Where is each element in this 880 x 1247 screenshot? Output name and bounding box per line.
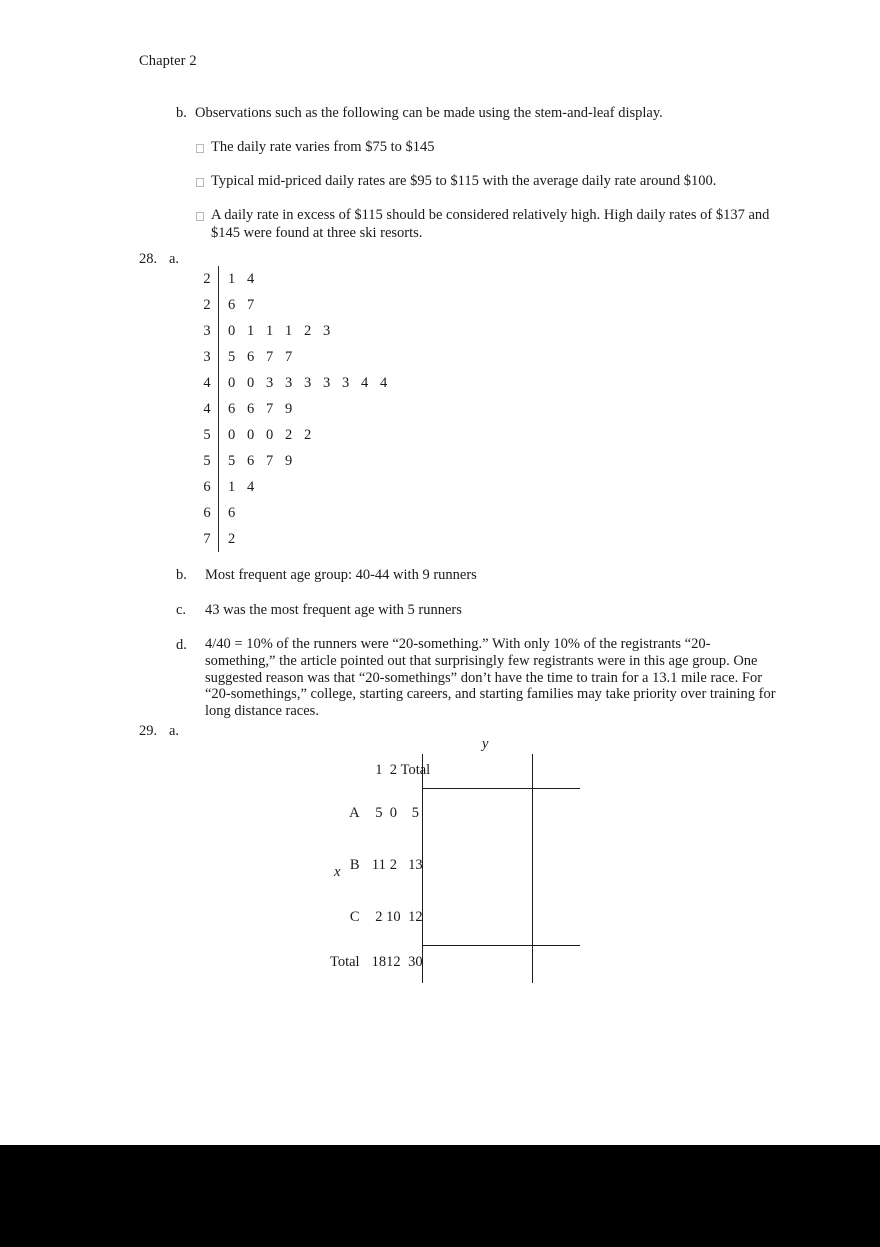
crosstab-row-label: A [349, 804, 360, 821]
stem-value: 3 [203, 348, 211, 365]
crosstab-row-label: B [349, 856, 360, 873]
stem-value: 2 [203, 270, 211, 287]
leaf-value: 1 [247, 322, 255, 339]
leaf-values [219, 422, 399, 448]
leaf-value: 7 [285, 348, 293, 365]
crosstab-cell: 13 [408, 856, 423, 873]
leaf-value: 3 [266, 374, 274, 391]
leaf-value: 6 [228, 504, 236, 521]
stem-value: 2 [203, 296, 211, 313]
crosstab-cell: 5 [375, 804, 383, 821]
stem-value: 6 [203, 504, 211, 521]
leaf-value: 6 [228, 400, 236, 417]
leaf-values [219, 526, 399, 552]
stem-leaf-row [196, 344, 399, 370]
leaf-value: 1 [266, 322, 274, 339]
stem-leaf-row [196, 526, 399, 552]
leaf-value: 3 [285, 374, 293, 391]
problem-29-part-a-marker: a. [169, 723, 180, 739]
leaf-value: 3 [342, 374, 350, 391]
crosstab-cell: 12 [408, 908, 423, 925]
stem-value: 4 [203, 374, 211, 391]
observations-intro-text: Observations such as the following can be made using the stem-and-leaf display. [195, 105, 663, 121]
crosstab-cell: 11 [371, 856, 386, 873]
crosstab-total-cell: 18 [371, 953, 387, 970]
crosstab-column-header: 1 [375, 762, 383, 778]
leaf-value: 1 [285, 322, 293, 339]
observations-bullet-list [196, 138, 796, 242]
leaf-value: 6 [247, 348, 255, 365]
crosstab-total-row-label: Total [330, 953, 360, 970]
stem-value: 7 [203, 530, 211, 547]
crosstab-total-cell: 30 [408, 953, 423, 970]
bullet-text: A daily rate in excess of $115 should be considered relatively high. High daily rates of $137 and $145 were found at three ski resorts. [211, 207, 770, 241]
leaf-values [219, 318, 399, 344]
leaf-values [219, 396, 399, 422]
leaf-value: 2 [285, 426, 293, 443]
crosstab-corner-cell [330, 754, 372, 787]
crosstab-cell: 10 [386, 908, 401, 925]
problem-number-29: 29. [139, 723, 158, 739]
table-row [330, 891, 430, 943]
leaf-value: 0 [228, 426, 236, 443]
crosstab-horizontal-rule-top [422, 788, 580, 789]
leaf-values [219, 474, 399, 500]
leaf-value: 9 [285, 400, 293, 417]
stem-leaf-row [196, 474, 399, 500]
stem-leaf-row [196, 318, 399, 344]
leaf-value: 7 [247, 296, 255, 313]
crosstab-total-row [330, 943, 430, 981]
crosstab-cell: 0 [389, 804, 397, 821]
leaf-value: 2 [304, 426, 312, 443]
chapter-header: Chapter 2 [139, 53, 197, 69]
empty-box-icon [196, 139, 211, 157]
leaf-values [219, 266, 399, 292]
leaf-value: 1 [228, 270, 236, 287]
list-marker: c. [176, 602, 187, 618]
list-marker: d. [176, 637, 187, 653]
empty-box-icon [196, 173, 211, 191]
list-item-text: 4/40 = 10% of the runners were “20-something.” With only 10% of the registrants “20-something,” the article pointed out that surprisingly few registrants were in this age group. One suggested reason was that “20-somethings” don’t have the time to train for a 13.1 mile race. For “20-somethings,” college, starting careers, and starting families may take priority over training for long distance races. [205, 636, 776, 720]
leaf-value: 3 [323, 322, 331, 339]
bullet-text: The daily rate varies from $75 to $145 [211, 139, 435, 155]
crosstab-horizontal-rule-bottom [422, 945, 580, 946]
bullet-text: Typical mid-priced daily rates are $95 to $115 with the average daily rate around $100. [211, 173, 717, 189]
leaf-value: 0 [266, 426, 274, 443]
empty-box-icon [196, 207, 211, 225]
leaf-value: 0 [247, 426, 255, 443]
list-item [176, 601, 776, 619]
stem-value: 5 [203, 452, 211, 469]
problem-number-28: 28. [139, 251, 158, 267]
list-item [196, 206, 796, 242]
leaf-value: 7 [266, 452, 274, 469]
crosstab-data-table [330, 754, 430, 981]
leaf-value: 9 [285, 452, 293, 469]
stem-value: 6 [203, 478, 211, 495]
stem-leaf-row [196, 422, 399, 448]
stem-leaf-row [196, 292, 399, 318]
leaf-value: 0 [247, 374, 255, 391]
list-item [176, 566, 776, 584]
leaf-values [219, 292, 399, 318]
crosstab-header-row [330, 754, 430, 787]
crosstab-x-axis-label: x [334, 864, 341, 880]
stem-value: 3 [203, 322, 211, 339]
stem-value: 4 [203, 400, 211, 417]
list-item-text: Most frequent age group: 40-44 with 9 runners [205, 567, 477, 583]
leaf-value: 7 [266, 400, 274, 417]
leaf-value: 6 [228, 296, 236, 313]
leaf-value: 5 [228, 348, 236, 365]
list-item [196, 172, 796, 190]
stem-value: 5 [203, 426, 211, 443]
problem-28-items [176, 566, 776, 737]
leaf-value: 1 [228, 478, 236, 495]
leaf-values [219, 448, 399, 474]
observations-intro-row [176, 104, 796, 122]
table-row [330, 787, 430, 839]
list-item [196, 138, 796, 156]
leaf-value: 3 [323, 374, 331, 391]
list-item [176, 636, 776, 720]
stem-and-leaf-table [196, 266, 399, 552]
stem-and-leaf-display [196, 266, 399, 552]
leaf-value: 5 [228, 452, 236, 469]
list-marker-b: b. [176, 105, 187, 121]
leaf-value: 3 [304, 374, 312, 391]
crosstab-y-axis-label: y [482, 736, 489, 752]
observations-block [176, 104, 796, 242]
crosstab-cell: 5 [411, 804, 420, 821]
leaf-value: 2 [228, 530, 236, 547]
list-item-text: 43 was the most frequent age with 5 runners [205, 602, 462, 618]
stem-leaf-row [196, 266, 399, 292]
crosstab-cell: 2 [389, 856, 397, 873]
leaf-value: 4 [361, 374, 369, 391]
leaf-value: 4 [380, 374, 388, 391]
stem-leaf-row [196, 500, 399, 526]
crosstab-column-header: 2 [389, 762, 397, 778]
leaf-value: 6 [247, 400, 255, 417]
crosstab-cell: 2 [375, 908, 383, 925]
crosstab-total-cell: 12 [386, 953, 401, 970]
leaf-values [219, 500, 399, 526]
stem-leaf-row [196, 370, 399, 396]
leaf-value: 2 [304, 322, 312, 339]
leaf-value: 0 [228, 322, 236, 339]
table-row [330, 839, 430, 891]
leaf-value: 7 [266, 348, 274, 365]
leaf-value: 4 [247, 270, 255, 287]
problem-28-part-a-marker: a. [169, 251, 180, 267]
crosstab-column-header: Total [400, 762, 431, 778]
leaf-value: 6 [247, 452, 255, 469]
leaf-value: 0 [228, 374, 236, 391]
stem-leaf-row [196, 448, 399, 474]
crosstab-grid [330, 754, 430, 981]
bottom-black-bar [0, 1145, 880, 1247]
crosstab-row-label: C [349, 908, 360, 925]
leaf-values [219, 370, 399, 396]
stem-leaf-row [196, 396, 399, 422]
leaf-value: 4 [247, 478, 255, 495]
leaf-values [219, 344, 399, 370]
list-marker: b. [176, 567, 187, 583]
